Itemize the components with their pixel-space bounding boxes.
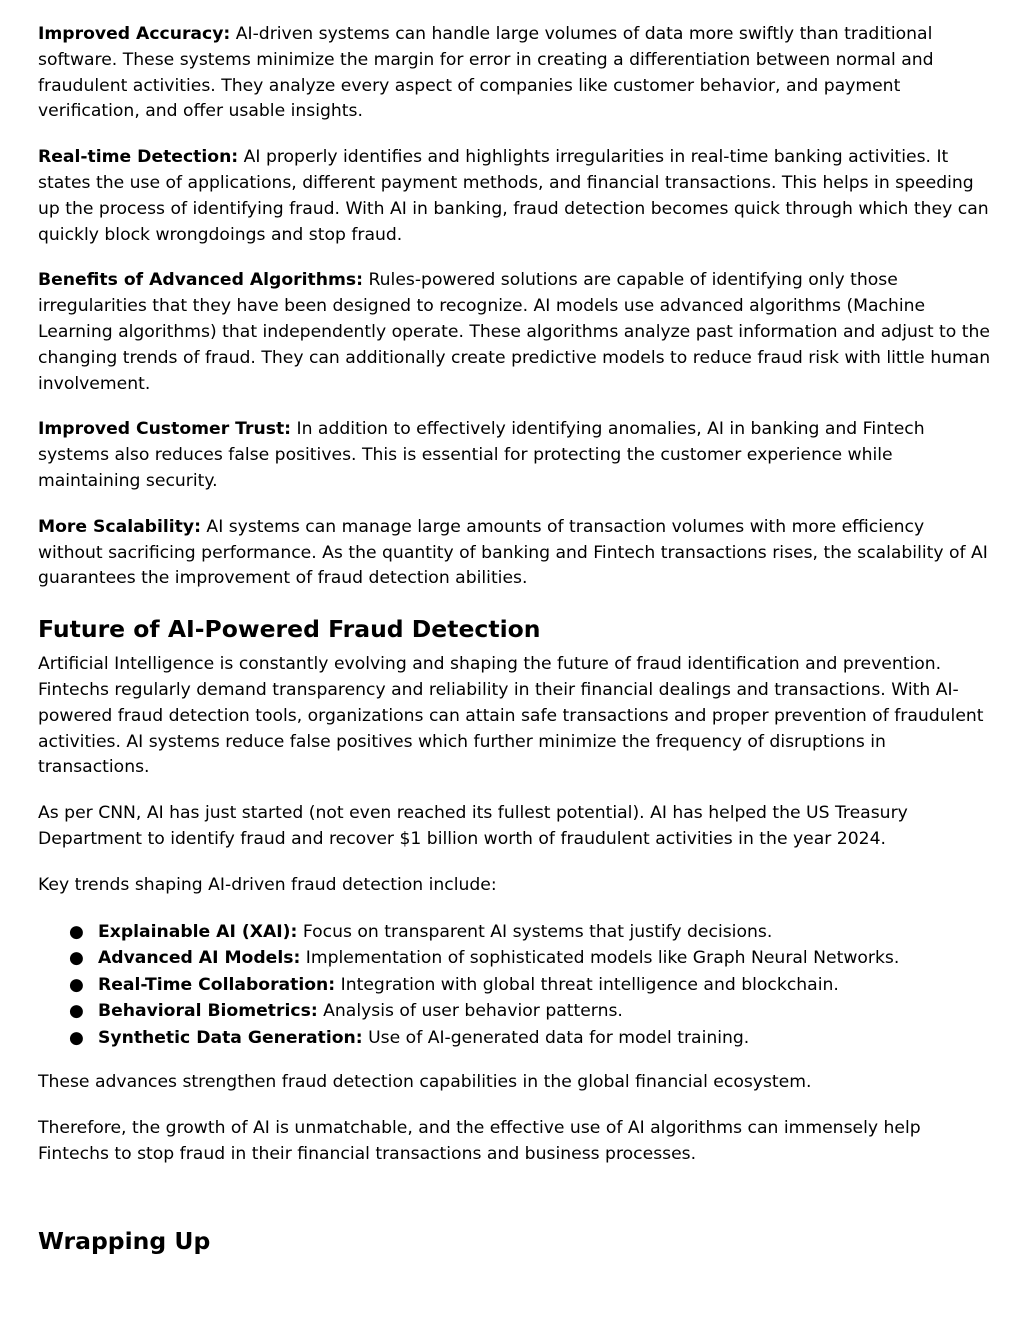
trend-title: Real-Time Collaboration:: [98, 974, 336, 995]
benefit-advanced-algorithms: [38, 268, 994, 397]
benefit-real-time-detection: [38, 145, 994, 248]
benefit-customer-trust: [38, 417, 994, 494]
list-item: [38, 998, 994, 1025]
bullet-icon: ●: [69, 921, 84, 942]
benefit-title: More Scalability:: [38, 516, 201, 537]
cnn-paragraph: As per CNN, AI has just started (not even reached its fullest potential). AI has helped the US Treasury Department to identify fraud and recover $1 billion worth of fraudulent activities in the year 2024.: [38, 803, 908, 849]
trend-text: Use of AI-generated data for model training.: [362, 1027, 750, 1048]
benefit-text: Rules-powered solutions are capable of identifying only those irregularities that they have been designed to recognize. AI models use advanced algorithms (Machine Learning algorithms) that independently operate. These algorithms analyze past information and adjust to the changing trends of fraud. They can additionally create predictive models to reduce fraud risk with little human involvement.: [38, 270, 991, 394]
list-item: [38, 919, 994, 946]
benefit-title: Real-time Detection:: [38, 147, 239, 168]
advances-paragraph: These advances strengthen fraud detection capabilities in the global financial ecosystem.: [38, 1072, 812, 1093]
trends-intro-paragraph: Key trends shaping AI-driven fraud detection include:: [38, 874, 497, 895]
future-intro-paragraph: Artificial Intelligence is constantly evolving and shaping the future of fraud identification and prevention. Fintechs regularly demand transparency and reliability in their financial dealings and transactions. With AI-powered fraud detection tools, organizations can attain safe transactions and proper prevention of fraudulent activities. AI systems reduce false positives which further minimize the frequency of disruptions in transactions.: [38, 654, 984, 778]
bullet-icon: ●: [69, 948, 84, 969]
bullet-icon: ●: [69, 974, 84, 995]
trends-list: [38, 919, 994, 1052]
benefit-title: Benefits of Advanced Algorithms:: [38, 270, 364, 291]
conclusion-paragraph: Therefore, the growth of AI is unmatchable, and the effective use of AI algorithms can immensely help Fintechs to stop fraud in their financial transactions and business processes.: [38, 1118, 921, 1165]
benefit-text: In addition to effectively identifying anomalies, AI in banking and Fintech systems also reduces false positives. This is essential for protecting the customer experience while maintaining security.: [38, 419, 925, 491]
section-heading-future: Future of AI-Powered Fraud Detection: [38, 615, 541, 644]
trend-title: Behavioral Biometrics:: [98, 1001, 318, 1022]
trend-title: Advanced AI Models:: [98, 948, 301, 969]
benefit-improved-accuracy: [38, 22, 994, 125]
list-item: [38, 1025, 994, 1052]
trend-text: Focus on transparent AI systems that justify decisions.: [297, 921, 773, 942]
trend-title: Synthetic Data Generation:: [98, 1027, 363, 1048]
section-heading-wrapping-up: Wrapping Up: [38, 1226, 211, 1255]
bullet-icon: ●: [69, 1027, 84, 1048]
benefit-title: Improved Accuracy:: [38, 24, 231, 44]
list-item: [38, 945, 994, 972]
benefit-text: AI-driven systems can handle large volumes of data more swiftly than traditional software. These systems minimize the margin for error in creating a differentiation between normal and fraudulent activities. They analyze every aspect of companies like customer behavior, and payment verification, and offer usable insights.: [38, 24, 934, 122]
trend-title: Explainable AI (XAI):: [98, 921, 298, 942]
benefit-title: Improved Customer Trust:: [38, 419, 292, 440]
bullet-icon: ●: [69, 1001, 84, 1022]
trend-text: Implementation of sophisticated models like Graph Neural Networks.: [300, 948, 900, 969]
trend-text: Integration with global threat intelligence and blockchain.: [335, 974, 839, 995]
benefit-text: AI systems can manage large amounts of transaction volumes with more efficiency without sacrificing performance. As the quantity of banking and Fintech transactions rises, the scalability of AI guarantees the improvement of fraud detection abilities.: [38, 516, 988, 589]
benefit-text: AI properly identifies and highlights irregularities in real-time banking activities. It states the use of applications, different payment methods, and financial transactions. This helps in speeding up the process of identifying fraud. With AI in banking, fraud detection becomes quick through which they can quickly block wrongdoings and stop fraud.: [38, 147, 989, 245]
trend-text: Analysis of user behavior patterns.: [317, 1001, 623, 1022]
list-item: [38, 972, 994, 999]
benefit-scalability: [38, 515, 994, 592]
